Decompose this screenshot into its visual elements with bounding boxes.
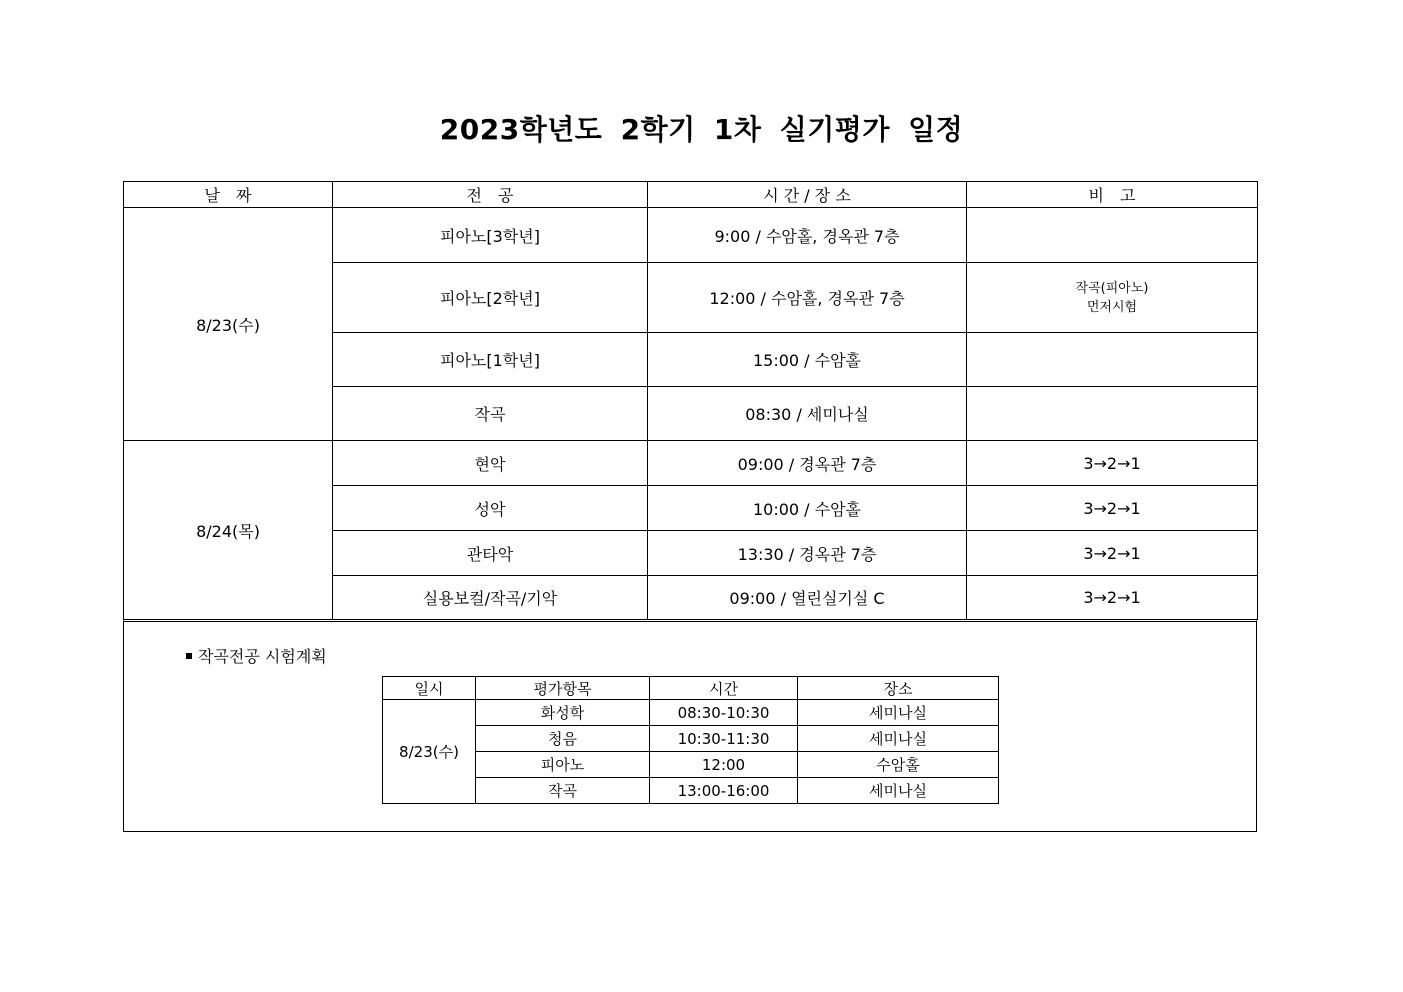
time-place-cell: 08:30 / 세미나실 [648, 387, 967, 441]
time-place-cell: 13:30 / 경옥관 7층 [648, 531, 967, 576]
schedule-header-row [124, 182, 1258, 208]
composition-plan-heading [186, 644, 327, 667]
note-line: 먼저시험 [1086, 299, 1138, 315]
header-major: 전 공 [333, 182, 648, 208]
note-cell [967, 333, 1258, 387]
header-note: 비 고 [967, 182, 1258, 208]
time-place-cell: 10:00 / 수암홀 [648, 486, 967, 531]
note-cell [967, 387, 1258, 441]
composition-plan-heading-text: 작곡전공 시험계획 [198, 647, 327, 666]
table-row [383, 778, 999, 804]
time-cell: 12:00 [650, 752, 798, 778]
table-row [124, 208, 1258, 263]
note-cell: 3→2→1 [967, 486, 1258, 531]
header-time-place: 시 간 / 장 소 [648, 182, 967, 208]
schedule-table [123, 181, 1258, 620]
table-row [124, 441, 1258, 486]
header-datetime: 일시 [383, 677, 476, 700]
place-cell: 수암홀 [798, 752, 999, 778]
composition-plan-table [382, 676, 999, 804]
time-place-cell: 12:00 / 수암홀, 경옥관 7층 [648, 263, 967, 333]
time-place-cell: 15:00 / 수암홀 [648, 333, 967, 387]
composition-plan-box [123, 619, 1257, 832]
place-cell: 세미나실 [798, 700, 999, 726]
page-title: 2023학년도 2학기 1차 실기평가 일정 [439, 113, 964, 146]
major-cell: 작곡 [333, 387, 648, 441]
date-cell: 8/24(목) [124, 441, 333, 620]
note-cell [967, 263, 1258, 333]
major-cell: 실용보컬/작곡/기악 [333, 576, 648, 620]
note-cell: 3→2→1 [967, 441, 1258, 486]
time-cell: 08:30-10:30 [650, 700, 798, 726]
table-row [383, 726, 999, 752]
header-item: 평가항목 [476, 677, 650, 700]
note-cell: 3→2→1 [967, 576, 1258, 620]
note-line: 작곡(피아노) [1075, 280, 1149, 296]
major-cell: 피아노[2학년] [333, 263, 648, 333]
bullet-square-icon [186, 653, 192, 659]
item-cell: 작곡 [476, 778, 650, 804]
time-place-cell: 9:00 / 수암홀, 경옥관 7층 [648, 208, 967, 263]
time-place-cell: 09:00 / 열린실기실 C [648, 576, 967, 620]
item-cell: 피아노 [476, 752, 650, 778]
date-cell: 8/23(수) [124, 208, 333, 441]
major-cell: 피아노[3학년] [333, 208, 648, 263]
place-cell: 세미나실 [798, 726, 999, 752]
table-row [383, 700, 999, 726]
time-cell: 10:30-11:30 [650, 726, 798, 752]
composition-date-cell: 8/23(수) [383, 700, 476, 804]
place-cell: 세미나실 [798, 778, 999, 804]
major-cell: 관타악 [333, 531, 648, 576]
header-time: 시간 [650, 677, 798, 700]
major-cell: 현악 [333, 441, 648, 486]
header-date: 날 짜 [124, 182, 333, 208]
note-cell: 3→2→1 [967, 531, 1258, 576]
composition-header-row [383, 677, 999, 700]
item-cell: 화성학 [476, 700, 650, 726]
item-cell: 청음 [476, 726, 650, 752]
time-place-cell: 09:00 / 경옥관 7층 [648, 441, 967, 486]
time-cell: 13:00-16:00 [650, 778, 798, 804]
table-row [383, 752, 999, 778]
major-cell: 성악 [333, 486, 648, 531]
major-cell: 피아노[1학년] [333, 333, 648, 387]
note-cell [967, 208, 1258, 263]
header-place: 장소 [798, 677, 999, 700]
